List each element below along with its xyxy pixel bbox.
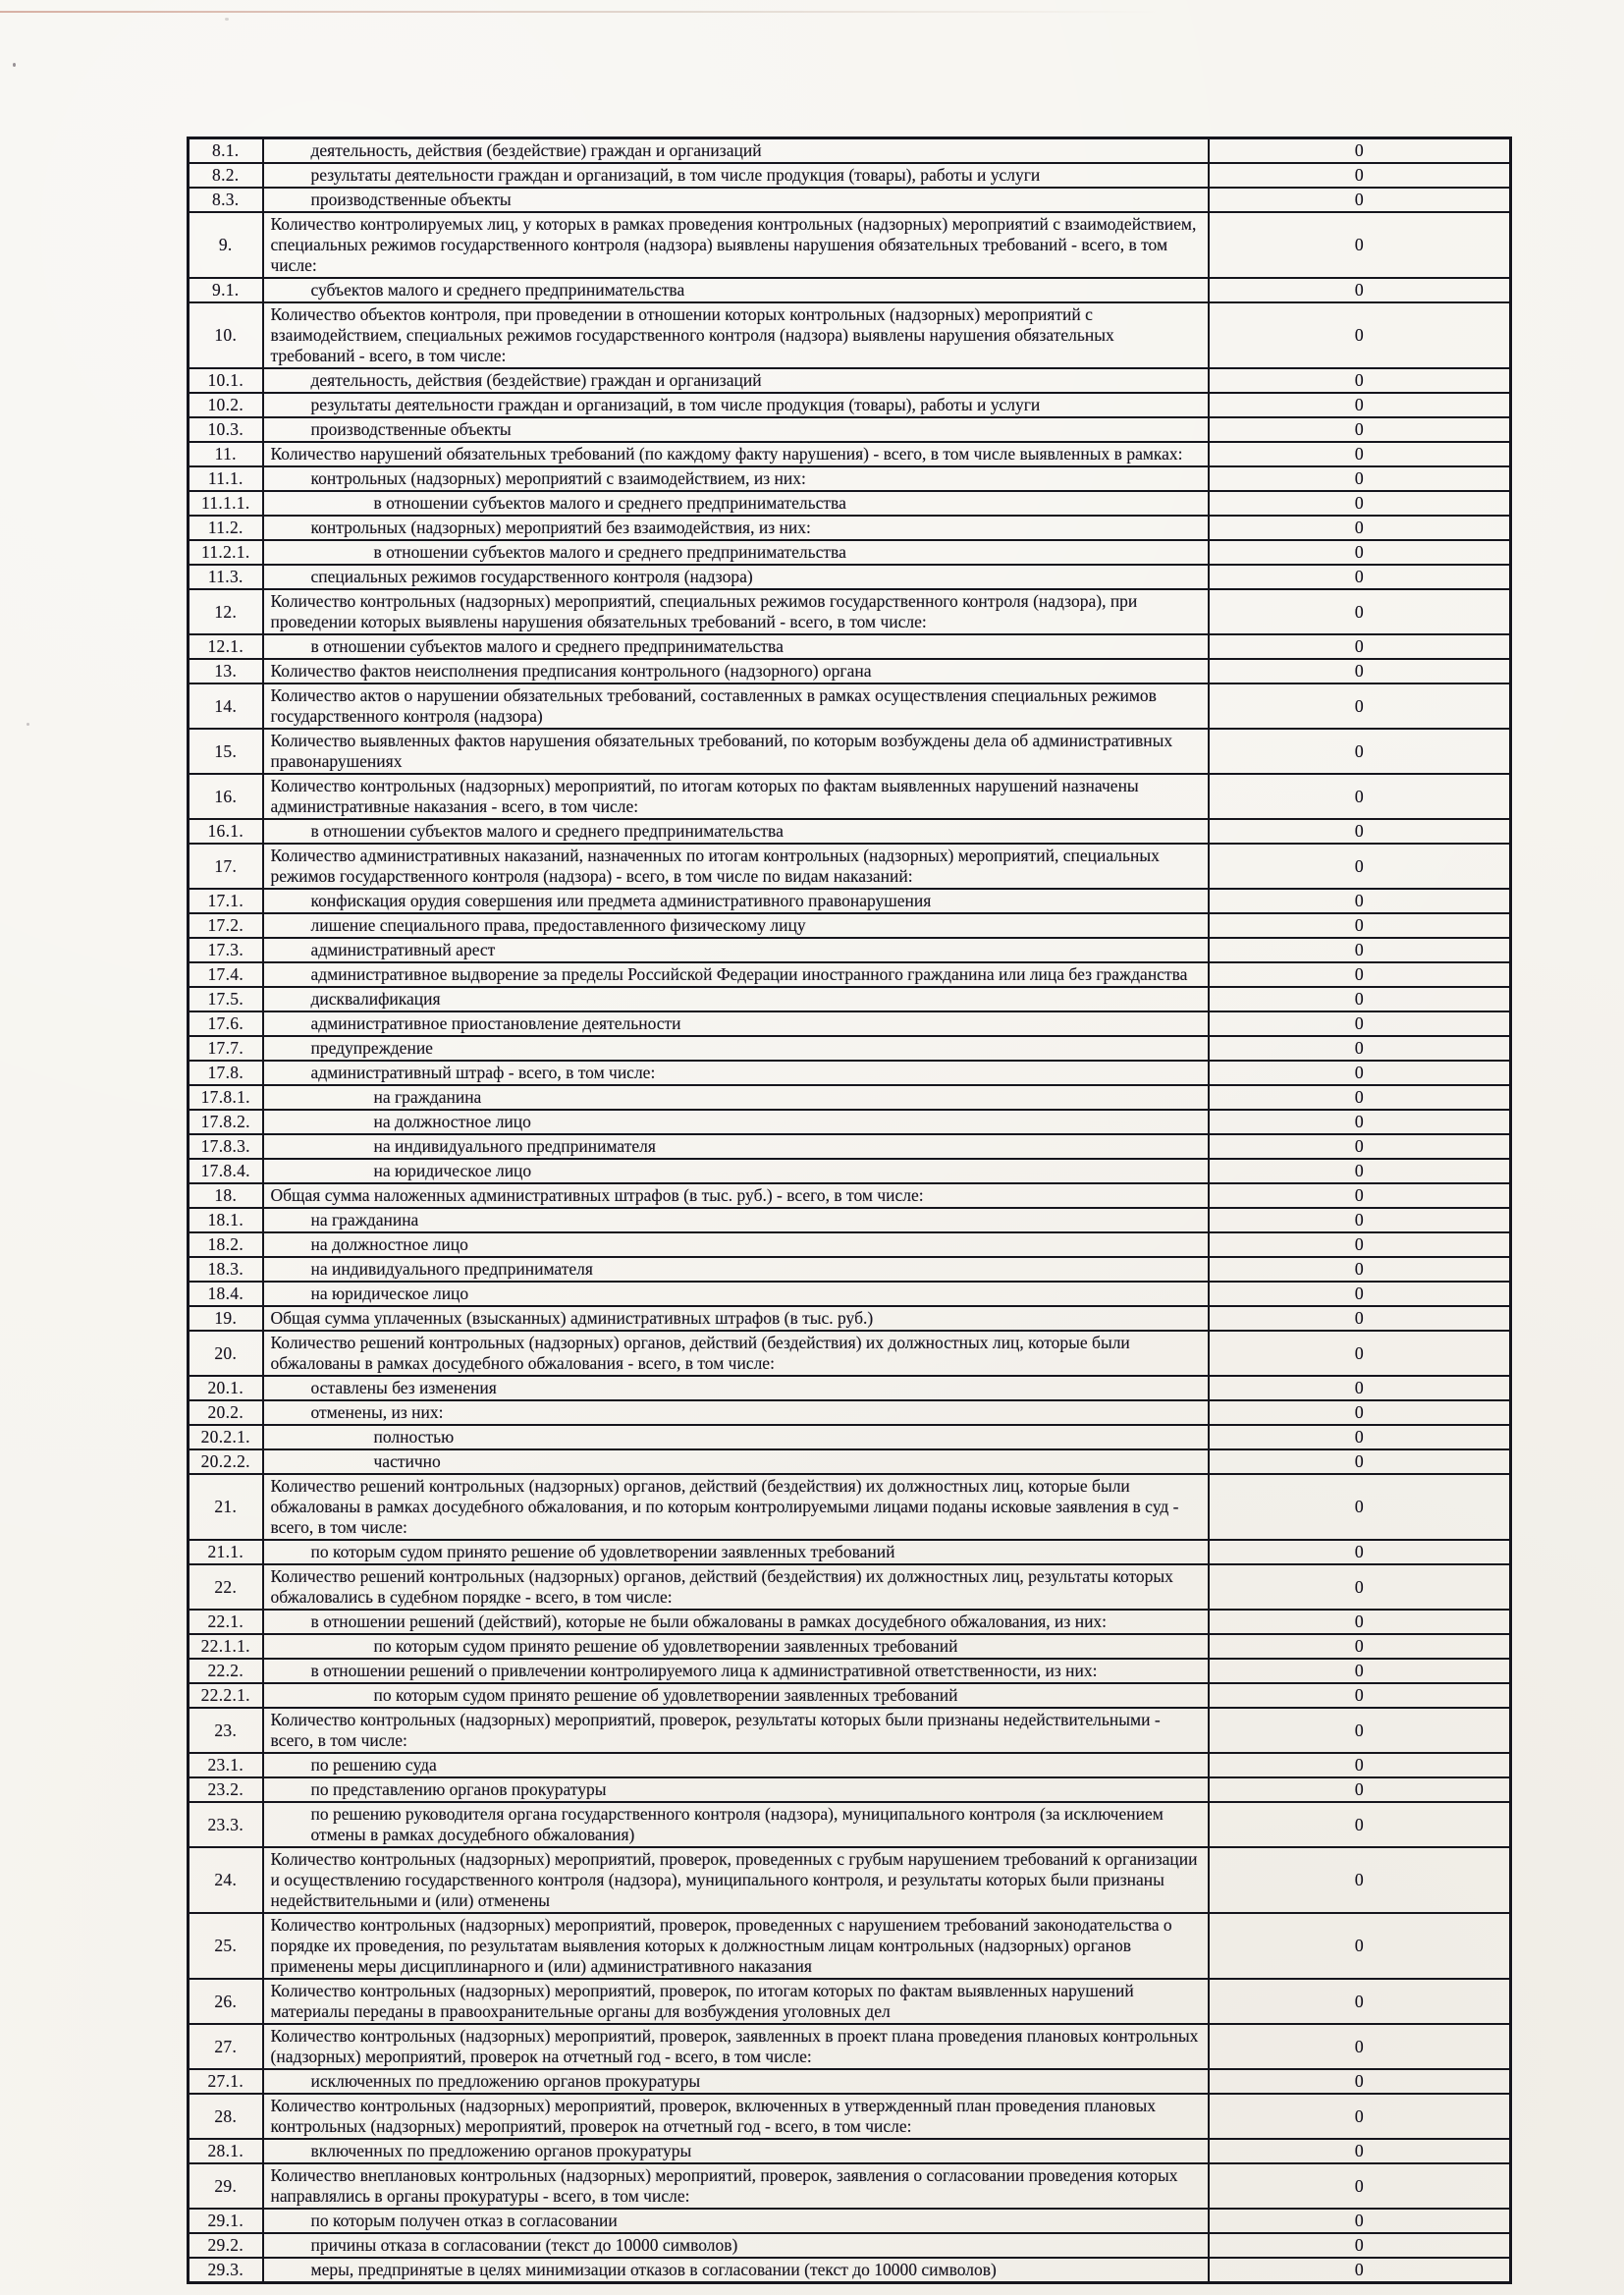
scan-speck xyxy=(225,18,229,21)
table-row xyxy=(189,565,1511,589)
table-row xyxy=(189,466,1511,491)
row-value-cell: 0 xyxy=(1209,417,1511,442)
row-number-cell: 22.1.1. xyxy=(189,1634,263,1659)
row-description-cell: контрольных (надзорных) мероприятий без взаимодействия, из них: xyxy=(263,516,1209,540)
row-number-cell: 27.1. xyxy=(189,2069,263,2094)
row-description-cell: Количество решений контрольных (надзорных) органов, действий (бездействия) их должностных лиц, результаты которых обжаловались в судебном порядке - всего, в том числе: xyxy=(263,1564,1209,1610)
table-row xyxy=(189,1979,1511,2024)
row-number-cell: 29.1. xyxy=(189,2209,263,2233)
table-row xyxy=(189,2233,1511,2258)
row-description-cell: в отношении решений о привлечении контролируемого лица к административной ответственности, из них: xyxy=(263,1659,1209,1683)
row-description-cell: административное выдворение за пределы Российской Федерации иностранного гражданина или лица без гражданства xyxy=(263,962,1209,987)
table-row xyxy=(189,1634,1511,1659)
table-row xyxy=(189,1257,1511,1282)
table-row xyxy=(189,1232,1511,1257)
row-description-cell: результаты деятельности граждан и организаций, в том числе продукция (товары), работы и услуги xyxy=(263,393,1209,417)
row-number-cell: 18.2. xyxy=(189,1232,263,1257)
scan-speck xyxy=(27,723,29,726)
row-number-cell: 17.8.3. xyxy=(189,1134,263,1159)
row-description-cell: Количество контролируемых лиц, у которых в рамках проведения контрольных (надзорных) мероприятий с взаимодействием, специальных режимов государственного контроля (надзора) выявлены нарушения обязательных требований - всего, в том числе: xyxy=(263,212,1209,278)
row-number-cell: 11.2.1. xyxy=(189,540,263,565)
table-row xyxy=(189,1540,1511,1564)
row-value-cell: 0 xyxy=(1209,2069,1511,2094)
row-number-cell: 16.1. xyxy=(189,819,263,844)
row-description-cell: административный арест xyxy=(263,938,1209,962)
table-row xyxy=(189,683,1511,729)
row-value-cell: 0 xyxy=(1209,278,1511,302)
table-row xyxy=(189,1331,1511,1376)
row-number-cell: 17.3. xyxy=(189,938,263,962)
row-description-cell: на гражданина xyxy=(263,1085,1209,1110)
row-description-cell: производственные объекты xyxy=(263,417,1209,442)
row-value-cell: 0 xyxy=(1209,2258,1511,2283)
row-number-cell: 10. xyxy=(189,302,263,368)
table-row xyxy=(189,729,1511,774)
row-value-cell: 0 xyxy=(1209,634,1511,659)
row-value-cell: 0 xyxy=(1209,1282,1511,1306)
row-value-cell: 0 xyxy=(1209,913,1511,938)
table-row xyxy=(189,1564,1511,1610)
row-value-cell: 0 xyxy=(1209,2139,1511,2163)
row-number-cell: 23. xyxy=(189,1708,263,1753)
table-row xyxy=(189,1282,1511,1306)
table-row xyxy=(189,1376,1511,1400)
table-row xyxy=(189,1159,1511,1183)
row-description-cell: Количество контрольных (надзорных) мероприятий, проверок, по итогам которых по фактам выявленных нарушений материалы переданы в правоохранительные органы для возбуждения уголовных дел xyxy=(263,1979,1209,2024)
row-description-cell: на индивидуального предпринимателя xyxy=(263,1257,1209,1282)
row-value-cell: 0 xyxy=(1209,1036,1511,1061)
row-description-cell: Количество объектов контроля, при проведении в отношении которых контрольных (надзорных) мероприятий с взаимодействием, специальных режимов государственного контроля (надзора) выявлены нарушения обязательных требований - всего, в том числе: xyxy=(263,302,1209,368)
row-description-cell: по представлению органов прокуратуры xyxy=(263,1777,1209,1802)
row-number-cell: 20.2.1. xyxy=(189,1425,263,1449)
table-row xyxy=(189,491,1511,516)
row-number-cell: 17.8.4. xyxy=(189,1159,263,1183)
table-row xyxy=(189,138,1511,164)
table-row xyxy=(189,393,1511,417)
row-number-cell: 20.2.2. xyxy=(189,1449,263,1474)
table-row xyxy=(189,1036,1511,1061)
row-value-cell: 0 xyxy=(1209,1777,1511,1802)
row-value-cell: 0 xyxy=(1209,1306,1511,1331)
row-value-cell: 0 xyxy=(1209,1449,1511,1474)
row-description-cell: Количество решений контрольных (надзорных) органов, действий (бездействия) их должностных лиц, которые были обжалованы в рамках досудебного обжалования, и по которым контролируемыми лицами поданы исковые заявления в суд - всего, в том числе: xyxy=(263,1474,1209,1540)
row-description-cell: меры, предпринятые в целях минимизации отказов в согласовании (текст до 10000 символов) xyxy=(263,2258,1209,2283)
row-number-cell: 29. xyxy=(189,2163,263,2209)
table-row xyxy=(189,774,1511,819)
row-number-cell: 11.1. xyxy=(189,466,263,491)
row-number-cell: 20. xyxy=(189,1331,263,1376)
row-description-cell: субъектов малого и среднего предпринимательства xyxy=(263,278,1209,302)
row-description-cell: производственные объекты xyxy=(263,188,1209,212)
row-value-cell: 0 xyxy=(1209,1159,1511,1183)
row-number-cell: 17.7. xyxy=(189,1036,263,1061)
table-row xyxy=(189,2139,1511,2163)
row-number-cell: 17.5. xyxy=(189,987,263,1011)
table-row xyxy=(189,987,1511,1011)
row-value-cell: 0 xyxy=(1209,1659,1511,1683)
table-row xyxy=(189,659,1511,683)
row-description-cell: по которым судом принято решение об удовлетворении заявленных требований xyxy=(263,1634,1209,1659)
row-description-cell: по которым получен отказ в согласовании xyxy=(263,2209,1209,2233)
row-description-cell: по решению суда xyxy=(263,1753,1209,1777)
table-row xyxy=(189,188,1511,212)
table-row xyxy=(189,589,1511,634)
row-number-cell: 21. xyxy=(189,1474,263,1540)
table-row xyxy=(189,2069,1511,2094)
report-table-body xyxy=(189,138,1511,2283)
table-row xyxy=(189,1913,1511,1979)
row-description-cell: Количество решений контрольных (надзорных) органов, действий (бездействия) их должностных лиц, которые были обжалованы в рамках досудебного обжалования - всего, в том числе: xyxy=(263,1331,1209,1376)
table-row xyxy=(189,1011,1511,1036)
row-number-cell: 26. xyxy=(189,1979,263,2024)
row-value-cell: 0 xyxy=(1209,2163,1511,2209)
row-description-cell: конфискация орудия совершения или предмета административного правонарушения xyxy=(263,889,1209,913)
row-description-cell: на гражданина xyxy=(263,1208,1209,1232)
row-value-cell: 0 xyxy=(1209,491,1511,516)
row-number-cell: 22. xyxy=(189,1564,263,1610)
row-number-cell: 8.2. xyxy=(189,163,263,188)
table-row xyxy=(189,1802,1511,1847)
row-description-cell: лишение специального права, предоставленного физическому лицу xyxy=(263,913,1209,938)
row-value-cell: 0 xyxy=(1209,844,1511,889)
table-row xyxy=(189,634,1511,659)
row-number-cell: 23.2. xyxy=(189,1777,263,1802)
row-value-cell: 0 xyxy=(1209,1753,1511,1777)
row-description-cell: результаты деятельности граждан и организаций, в том числе продукция (товары), работы и услуги xyxy=(263,163,1209,188)
row-value-cell: 0 xyxy=(1209,516,1511,540)
table-row xyxy=(189,1306,1511,1331)
row-description-cell: по которым судом принято решение об удовлетворении заявленных требований xyxy=(263,1540,1209,1564)
row-value-cell: 0 xyxy=(1209,1110,1511,1134)
row-number-cell: 11.2. xyxy=(189,516,263,540)
row-value-cell: 0 xyxy=(1209,1232,1511,1257)
table-row xyxy=(189,540,1511,565)
table-row xyxy=(189,844,1511,889)
row-description-cell: на индивидуального предпринимателя xyxy=(263,1134,1209,1159)
row-description-cell: включенных по предложению органов прокуратуры xyxy=(263,2139,1209,2163)
row-description-cell: Количество актов о нарушении обязательных требований, составленных в рамках осуществления специальных режимов государственного контроля (надзора) xyxy=(263,683,1209,729)
row-value-cell: 0 xyxy=(1209,466,1511,491)
row-number-cell: 20.1. xyxy=(189,1376,263,1400)
row-number-cell: 17.6. xyxy=(189,1011,263,1036)
row-number-cell: 8.1. xyxy=(189,138,263,164)
row-value-cell: 0 xyxy=(1209,1425,1511,1449)
row-number-cell: 29.2. xyxy=(189,2233,263,2258)
table-row xyxy=(189,302,1511,368)
row-value-cell: 0 xyxy=(1209,1540,1511,1564)
row-description-cell: Количество контрольных (надзорных) мероприятий, проверок, проведенных с нарушением требований законодательства о порядке их проведения, по результатам выявления которых к должностным лицам контрольных (надзорных) органов применены меры дисциплинарного и (или) административного наказания xyxy=(263,1913,1209,1979)
row-value-cell: 0 xyxy=(1209,1979,1511,2024)
row-description-cell: Количество контрольных (надзорных) мероприятий, специальных режимов государственного контроля (надзора), при проведении которых выявлены нарушения обязательных требований - всего, в том числе: xyxy=(263,589,1209,634)
row-value-cell: 0 xyxy=(1209,659,1511,683)
row-description-cell: контрольных (надзорных) мероприятий с взаимодействием, из них: xyxy=(263,466,1209,491)
row-description-cell: Количество контрольных (надзорных) мероприятий, проверок, проведенных с грубым нарушением требований к организации и осуществлению государственного контроля (надзора), муниципального контроля, и результаты которых были признаны недействительными и (или) отменены xyxy=(263,1847,1209,1913)
row-number-cell: 29.3. xyxy=(189,2258,263,2283)
row-number-cell: 17.8.2. xyxy=(189,1110,263,1134)
row-value-cell: 0 xyxy=(1209,962,1511,987)
row-value-cell: 0 xyxy=(1209,1257,1511,1282)
row-description-cell: предупреждение xyxy=(263,1036,1209,1061)
row-description-cell: дисквалификация xyxy=(263,987,1209,1011)
table-row xyxy=(189,2163,1511,2209)
table-row xyxy=(189,1683,1511,1708)
row-number-cell: 15. xyxy=(189,729,263,774)
table-row xyxy=(189,938,1511,962)
row-value-cell: 0 xyxy=(1209,2094,1511,2139)
row-description-cell: по которым судом принято решение об удовлетворении заявленных требований xyxy=(263,1683,1209,1708)
row-value-cell: 0 xyxy=(1209,368,1511,393)
table-row xyxy=(189,1110,1511,1134)
row-number-cell: 22.1. xyxy=(189,1610,263,1634)
row-value-cell: 0 xyxy=(1209,2233,1511,2258)
row-description-cell: исключенных по предложению органов прокуратуры xyxy=(263,2069,1209,2094)
table-row xyxy=(189,962,1511,987)
row-description-cell: на должностное лицо xyxy=(263,1110,1209,1134)
row-number-cell: 22.2.1. xyxy=(189,1683,263,1708)
row-number-cell: 25. xyxy=(189,1913,263,1979)
row-number-cell: 17.8.1. xyxy=(189,1085,263,1110)
row-number-cell: 18. xyxy=(189,1183,263,1208)
row-number-cell: 10.2. xyxy=(189,393,263,417)
table-row xyxy=(189,2258,1511,2283)
row-value-cell: 0 xyxy=(1209,1634,1511,1659)
row-description-cell: деятельность, действия (бездействие) граждан и организаций xyxy=(263,368,1209,393)
row-value-cell: 0 xyxy=(1209,163,1511,188)
row-description-cell: Количество контрольных (надзорных) мероприятий, по итогам которых по фактам выявленных нарушений назначены административные наказания - всего, в том числе: xyxy=(263,774,1209,819)
row-number-cell: 17.8. xyxy=(189,1061,263,1085)
row-description-cell: административное приостановление деятельности xyxy=(263,1011,1209,1036)
row-description-cell: в отношении субъектов малого и среднего предпринимательства xyxy=(263,634,1209,659)
row-description-cell: полностью xyxy=(263,1425,1209,1449)
table-row xyxy=(189,1134,1511,1159)
row-value-cell: 0 xyxy=(1209,2024,1511,2069)
row-number-cell: 12.1. xyxy=(189,634,263,659)
row-description-cell: Количество контрольных (надзорных) мероприятий, проверок, результаты которых были признаны недействительными - всего, в том числе: xyxy=(263,1708,1209,1753)
table-row xyxy=(189,1425,1511,1449)
table-row xyxy=(189,889,1511,913)
row-description-cell: на юридическое лицо xyxy=(263,1159,1209,1183)
row-description-cell: частично xyxy=(263,1449,1209,1474)
table-row xyxy=(189,913,1511,938)
row-description-cell: в отношении субъектов малого и среднего предпринимательства xyxy=(263,819,1209,844)
row-number-cell: 18.1. xyxy=(189,1208,263,1232)
row-description-cell: Количество контрольных (надзорных) мероприятий, проверок, включенных в утвержденный план проведения плановых контрольных (надзорных) мероприятий, проверок на отчетный год - всего, в том числе: xyxy=(263,2094,1209,2139)
table-row xyxy=(189,212,1511,278)
table-row xyxy=(189,1474,1511,1540)
table-row xyxy=(189,1208,1511,1232)
table-row xyxy=(189,2094,1511,2139)
table-row xyxy=(189,1061,1511,1085)
row-value-cell: 0 xyxy=(1209,683,1511,729)
row-number-cell: 17.1. xyxy=(189,889,263,913)
row-value-cell: 0 xyxy=(1209,1376,1511,1400)
table-row xyxy=(189,1400,1511,1425)
row-value-cell: 0 xyxy=(1209,212,1511,278)
table-row xyxy=(189,1753,1511,1777)
row-number-cell: 22.2. xyxy=(189,1659,263,1683)
row-value-cell: 0 xyxy=(1209,774,1511,819)
row-number-cell: 10.3. xyxy=(189,417,263,442)
table-row xyxy=(189,1777,1511,1802)
row-value-cell: 0 xyxy=(1209,1134,1511,1159)
table-row xyxy=(189,1847,1511,1913)
row-number-cell: 23.1. xyxy=(189,1753,263,1777)
row-number-cell: 16. xyxy=(189,774,263,819)
table-row xyxy=(189,1085,1511,1110)
row-value-cell: 0 xyxy=(1209,1708,1511,1753)
row-number-cell: 11.1.1. xyxy=(189,491,263,516)
table-row xyxy=(189,163,1511,188)
row-number-cell: 9. xyxy=(189,212,263,278)
row-value-cell: 0 xyxy=(1209,1474,1511,1540)
row-description-cell: Количество административных наказаний, назначенных по итогам контрольных (надзорных) мероприятий, специальных режимов государственного контроля (надзора) - всего, в том числе по видам наказаний: xyxy=(263,844,1209,889)
row-number-cell: 18.3. xyxy=(189,1257,263,1282)
table-row xyxy=(189,1183,1511,1208)
row-value-cell: 0 xyxy=(1209,302,1511,368)
table-row xyxy=(189,417,1511,442)
row-value-cell: 0 xyxy=(1209,393,1511,417)
row-value-cell: 0 xyxy=(1209,1802,1511,1847)
row-value-cell: 0 xyxy=(1209,1183,1511,1208)
row-value-cell: 0 xyxy=(1209,889,1511,913)
row-description-cell: по решению руководителя органа государственного контроля (надзора), муниципального контроля (за исключением отмены в рамках досудебного обжалования) xyxy=(263,1802,1209,1847)
row-description-cell: Общая сумма уплаченных (взысканных) административных штрафов (в тыс. руб.) xyxy=(263,1306,1209,1331)
row-description-cell: Общая сумма наложенных административных штрафов (в тыс. руб.) - всего, в том числе: xyxy=(263,1183,1209,1208)
row-number-cell: 27. xyxy=(189,2024,263,2069)
row-value-cell: 0 xyxy=(1209,565,1511,589)
row-number-cell: 23.3. xyxy=(189,1802,263,1847)
row-value-cell: 0 xyxy=(1209,819,1511,844)
row-description-cell: причины отказа в согласовании (текст до 10000 символов) xyxy=(263,2233,1209,2258)
row-number-cell: 17.2. xyxy=(189,913,263,938)
row-number-cell: 28.1. xyxy=(189,2139,263,2163)
table-row xyxy=(189,1449,1511,1474)
row-value-cell: 0 xyxy=(1209,1208,1511,1232)
row-value-cell: 0 xyxy=(1209,442,1511,466)
row-number-cell: 9.1. xyxy=(189,278,263,302)
row-number-cell: 11. xyxy=(189,442,263,466)
row-value-cell: 0 xyxy=(1209,589,1511,634)
row-value-cell: 0 xyxy=(1209,1400,1511,1425)
row-value-cell: 0 xyxy=(1209,1913,1511,1979)
row-number-cell: 24. xyxy=(189,1847,263,1913)
row-value-cell: 0 xyxy=(1209,729,1511,774)
scan-artifact-line xyxy=(0,11,1159,13)
table-row xyxy=(189,819,1511,844)
row-value-cell: 0 xyxy=(1209,1610,1511,1634)
row-description-cell: в отношении субъектов малого и среднего предпринимательства xyxy=(263,540,1209,565)
row-value-cell: 0 xyxy=(1209,540,1511,565)
row-number-cell: 17.4. xyxy=(189,962,263,987)
row-description-cell: в отношении решений (действий), которые не были обжалованы в рамках досудебного обжалования, из них: xyxy=(263,1610,1209,1634)
table-row xyxy=(189,2209,1511,2233)
row-value-cell: 0 xyxy=(1209,1331,1511,1376)
row-number-cell: 8.3. xyxy=(189,188,263,212)
row-description-cell: отменены, из них: xyxy=(263,1400,1209,1425)
row-number-cell: 10.1. xyxy=(189,368,263,393)
row-description-cell: Количество выявленных фактов нарушения обязательных требований, по которым возбуждены дела об административных правонарушениях xyxy=(263,729,1209,774)
row-value-cell: 0 xyxy=(1209,938,1511,962)
scan-speck xyxy=(13,63,16,67)
row-number-cell: 12. xyxy=(189,589,263,634)
table-row xyxy=(189,2024,1511,2069)
row-value-cell: 0 xyxy=(1209,1061,1511,1085)
row-value-cell: 0 xyxy=(1209,1683,1511,1708)
row-value-cell: 0 xyxy=(1209,188,1511,212)
row-description-cell: Количество контрольных (надзорных) мероприятий, проверок, заявленных в проект плана проведения плановых контрольных (надзорных) мероприятий, проверок на отчетный год - всего, в том числе: xyxy=(263,2024,1209,2069)
table-row xyxy=(189,516,1511,540)
row-description-cell: Количество фактов неисполнения предписания контрольного (надзорного) органа xyxy=(263,659,1209,683)
table-row xyxy=(189,278,1511,302)
row-value-cell: 0 xyxy=(1209,1847,1511,1913)
table-row xyxy=(189,1708,1511,1753)
row-number-cell: 13. xyxy=(189,659,263,683)
row-value-cell: 0 xyxy=(1209,1564,1511,1610)
row-description-cell: на юридическое лицо xyxy=(263,1282,1209,1306)
row-description-cell: в отношении субъектов малого и среднего предпринимательства xyxy=(263,491,1209,516)
row-value-cell: 0 xyxy=(1209,1011,1511,1036)
row-value-cell: 0 xyxy=(1209,987,1511,1011)
row-description-cell: на должностное лицо xyxy=(263,1232,1209,1257)
row-description-cell: специальных режимов государственного контроля (надзора) xyxy=(263,565,1209,589)
row-number-cell: 20.2. xyxy=(189,1400,263,1425)
row-value-cell: 0 xyxy=(1209,2209,1511,2233)
table-row xyxy=(189,368,1511,393)
row-value-cell: 0 xyxy=(1209,1085,1511,1110)
row-description-cell: оставлены без изменения xyxy=(263,1376,1209,1400)
table-row xyxy=(189,442,1511,466)
row-number-cell: 17. xyxy=(189,844,263,889)
row-number-cell: 21.1. xyxy=(189,1540,263,1564)
row-description-cell: Количество внеплановых контрольных (надзорных) мероприятий, проверок, заявления о согласовании проведения которых направлялись в органы прокуратуры - всего, в том числе: xyxy=(263,2163,1209,2209)
row-number-cell: 11.3. xyxy=(189,565,263,589)
row-number-cell: 18.4. xyxy=(189,1282,263,1306)
row-number-cell: 28. xyxy=(189,2094,263,2139)
row-number-cell: 14. xyxy=(189,683,263,729)
row-number-cell: 19. xyxy=(189,1306,263,1331)
report-table xyxy=(187,137,1512,2284)
row-description-cell: Количество нарушений обязательных требований (по каждому факту нарушения) - всего, в том числе выявленных в рамках: xyxy=(263,442,1209,466)
table-row xyxy=(189,1659,1511,1683)
row-description-cell: административный штраф - всего, в том числе: xyxy=(263,1061,1209,1085)
row-value-cell: 0 xyxy=(1209,138,1511,164)
table-row xyxy=(189,1610,1511,1634)
row-description-cell: деятельность, действия (бездействие) граждан и организаций xyxy=(263,138,1209,164)
